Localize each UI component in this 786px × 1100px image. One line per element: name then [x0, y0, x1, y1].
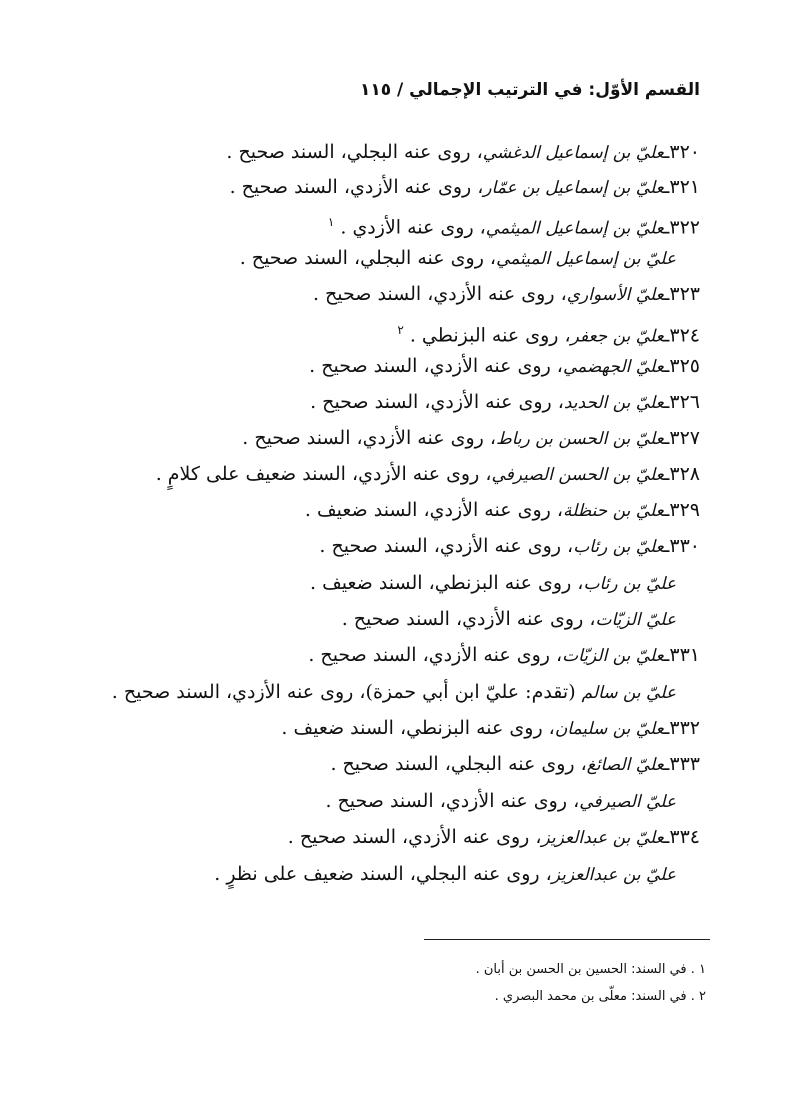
entry-number: ٣٢٦ـ	[663, 391, 700, 413]
entry-number: ٣٢٨ـ	[663, 463, 700, 485]
entry-text: ، روى عنه الأزدي، السند صحيح .	[229, 176, 484, 198]
narrator-name: عليّ بن رئاب	[573, 537, 664, 557]
entry-text: ، روى عنه البجلي، السند ضعيف على نظرٍ .	[214, 863, 552, 885]
entry-text: ، روى عنه الأزدي، السند صحيح .	[287, 826, 542, 848]
footnote-reference: ٢	[397, 323, 404, 337]
entry-line	[330, 751, 700, 778]
entry-line	[230, 174, 700, 201]
entry-text: ، روى عنه البزنطي، السند ضعيف .	[310, 572, 584, 594]
entry-number: ٣٣٤ـ	[663, 826, 700, 848]
entry-number: ٣٣٠ـ	[663, 535, 700, 557]
narrator-name: عليّ الصيرفي	[579, 792, 676, 812]
entry-line	[305, 497, 700, 524]
entry-number: ٣٢٧ـ	[663, 427, 700, 449]
entry-line	[242, 425, 700, 452]
narrator-name: عليّ بن حنظلة	[562, 501, 664, 521]
entry-text: ، روى عنه الأزدي، السند صحيح .	[242, 427, 496, 449]
entry-text: ، روى عنه البزنطي .	[409, 324, 571, 347]
entry-text: (تقدم: عليّ ابن أبي حمزة)، روى عنه الأزدي، السند صحيح .	[111, 681, 582, 703]
entry-number: ٣٢٩ـ	[663, 499, 700, 521]
entry-number: ٣٣٣ـ	[663, 753, 700, 775]
narrator-name: عليّ بن جعفر	[570, 326, 664, 347]
entry-number: ٣٢٥ـ	[663, 355, 700, 377]
narrator-name: عليّ بن الزيّات	[562, 646, 664, 666]
entry-text: ، روى عنه البجلي، السند صحيح .	[330, 753, 587, 775]
entry-line	[288, 824, 700, 851]
entry-text: ، روى عنه الأزدي، السند صحيح .	[341, 608, 596, 630]
entry-subline	[214, 861, 676, 888]
entry-line	[397, 317, 700, 349]
entry-subline	[325, 788, 676, 815]
narrator-name: عليّ بن إسماعيل الميثمي	[496, 249, 676, 269]
entry-text: ، روى عنه الأزدي، السند صحيح .	[319, 535, 574, 557]
footnote-divider	[424, 939, 710, 940]
narrator-name: عليّ بن سالم	[581, 683, 676, 703]
entry-text: ، روى عنه الأزدي، السند صحيح .	[309, 355, 563, 377]
footnote-1: ١ . في السند: الحسين بن الحسن بن أبان .	[475, 962, 706, 977]
entry-text: ، روى عنه الأزدي، السند ضعيف .	[304, 499, 563, 521]
entry-text: ، روى عنه الأزدي، السند ضعيف على كلامٍ .	[155, 463, 492, 485]
narrator-name: عليّ بن الحسن بن رباط	[496, 429, 664, 449]
entry-line	[310, 389, 700, 416]
narrator-name: عليّ بن الحديد	[563, 393, 664, 413]
entry-subline	[240, 245, 676, 272]
narrator-name: عليّ بن الحسن الصيرفي	[491, 465, 664, 485]
narrator-name: عليّ بن إسماعيل الميثمي	[485, 218, 664, 239]
narrator-name: عليّ بن عبدالعزيز	[551, 865, 676, 885]
page-header: القسم الأوّل: في الترتيب الإجمالي / ١١٥	[359, 80, 700, 100]
entry-line	[328, 209, 700, 241]
narrator-name: عليّ بن سليمان	[554, 719, 664, 739]
entry-subline	[112, 679, 676, 706]
narrator-name: عليّ بن عبدالعزيز	[541, 828, 664, 848]
entry-number: ٣٣٢ـ	[663, 717, 700, 739]
entry-line	[313, 281, 700, 308]
entry-line	[156, 461, 700, 488]
entry-text: ، روى عنه الأزدي، السند صحيح .	[312, 283, 567, 305]
narrator-name: عليّ الأسواري	[566, 285, 664, 305]
entry-text: ، روى عنه البجلي، السند صحيح .	[226, 141, 483, 163]
entry-text: ، روى عنه البجلي، السند صحيح .	[239, 247, 497, 269]
entry-line	[281, 715, 700, 742]
footnote-2: ٢ . في السند: معلّى بن محمد البصري .	[494, 989, 706, 1004]
entry-number: ٣٢١ـ	[663, 176, 700, 198]
entry-text: ، روى عنه الأزدي، السند صحيح .	[325, 790, 580, 812]
narrator-name: عليّ بن إسماعيل الدغشي	[482, 143, 664, 163]
narrator-name: عليّ الصائغ	[586, 755, 664, 775]
entry-subline	[342, 606, 676, 633]
entry-line	[308, 642, 700, 669]
entry-number: ٣٢٢ـ	[663, 216, 700, 239]
narrator-name: عليّ الزيّات	[595, 610, 676, 630]
footnote-reference: ١	[327, 215, 335, 229]
entry-line	[226, 139, 700, 166]
entry-number: ٣٣١ـ	[663, 644, 700, 666]
entry-text: ، روى عنه الأزدي .	[340, 216, 486, 239]
entry-subline	[310, 570, 676, 597]
entry-text: ، روى عنه الأزدي، السند صحيح .	[310, 391, 564, 413]
entry-line	[309, 353, 700, 380]
narrator-name: عليّ الجهضمي	[562, 357, 664, 377]
narrator-name: عليّ بن إسماعيل بن عمّار	[483, 178, 664, 198]
entry-number: ٣٢٤ـ	[663, 324, 700, 347]
entry-text: ، روى عنه البزنطي، السند ضعيف .	[281, 717, 555, 739]
narrator-name: عليّ بن رئاب	[583, 574, 676, 594]
entry-number: ٣٢٣ـ	[663, 283, 700, 305]
entry-number: ٣٢٠ـ	[663, 141, 700, 163]
entry-text: ، روى عنه الأزدي، السند صحيح .	[308, 644, 563, 666]
entry-line	[319, 533, 700, 560]
